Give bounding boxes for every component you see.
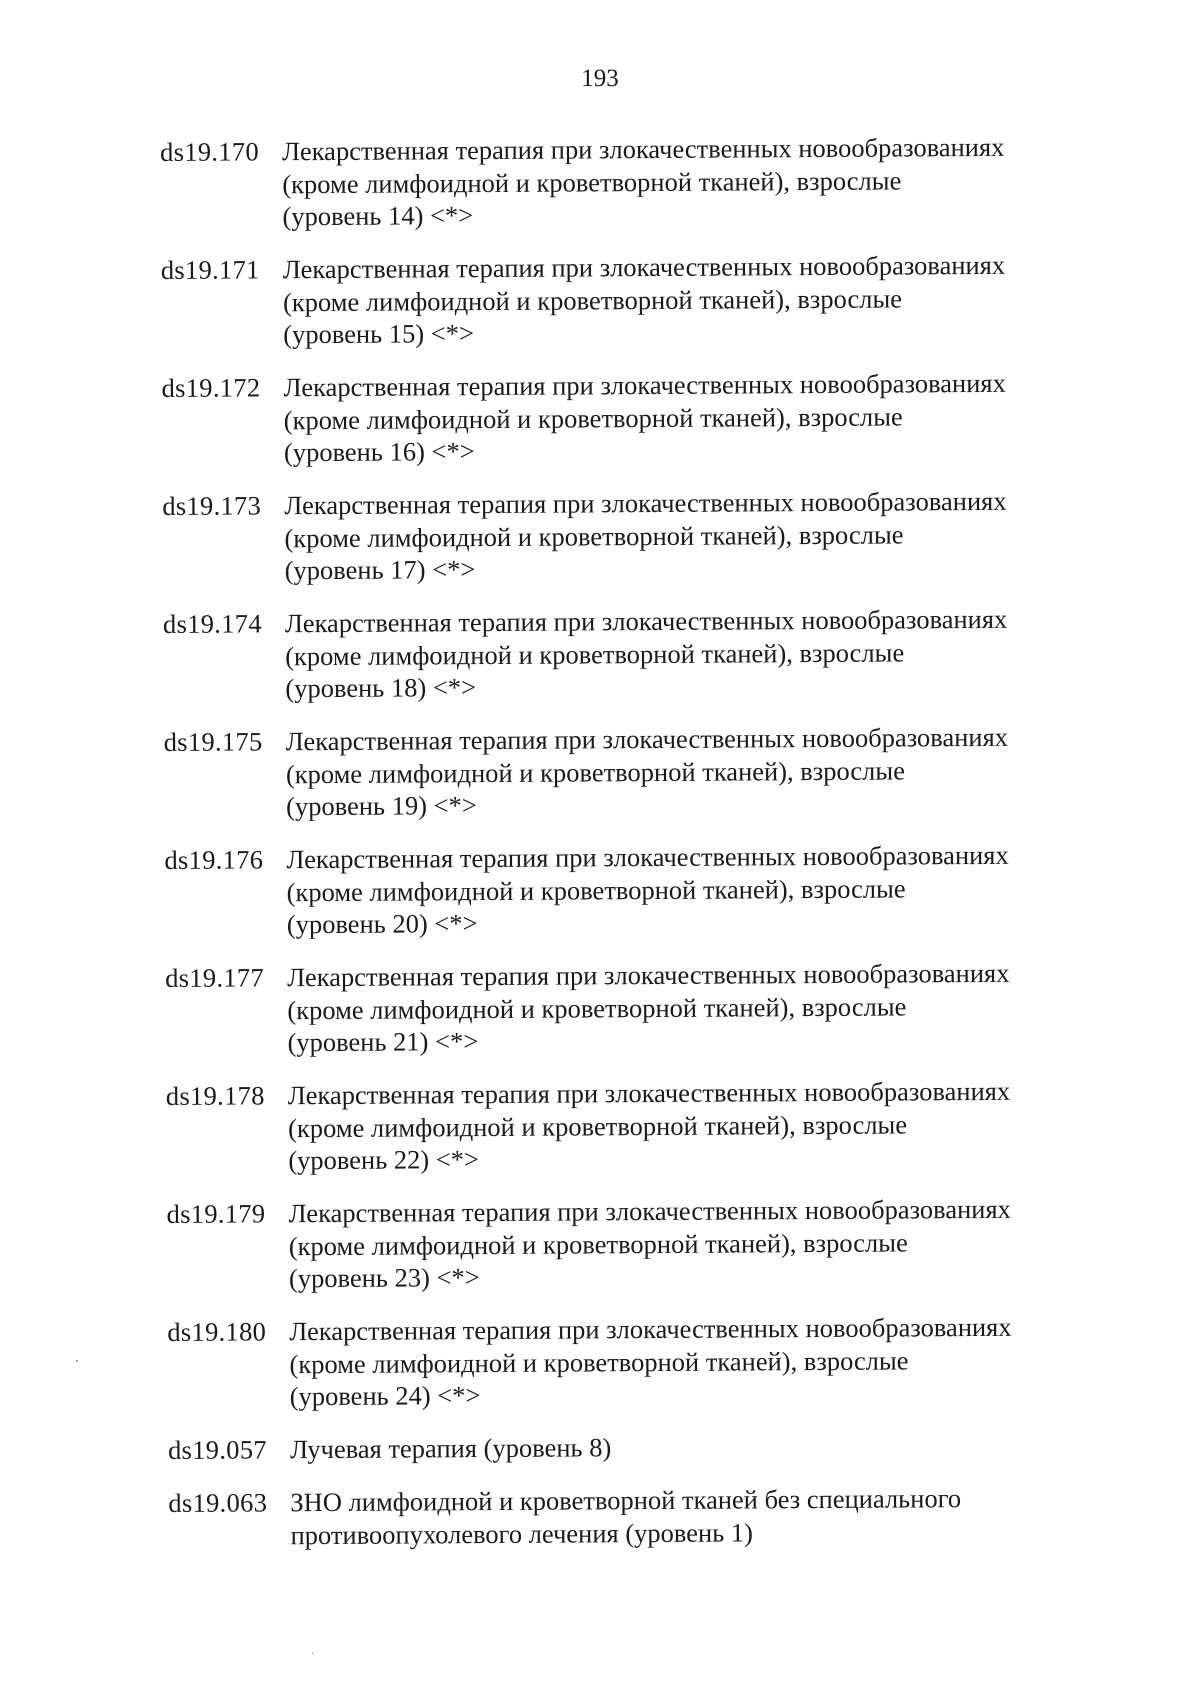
entry-description-line: противоопухолевого лечения (уровень 1) <box>290 1516 754 1550</box>
entry-description-line: Лекарственная терапия при злокачественных новообразованиях <box>284 603 1008 639</box>
entry-description-line: Лекарственная терапия при злокачественных новообразованиях <box>282 249 1006 285</box>
entry-ds19-173 <box>162 484 1123 608</box>
entry-description-line: (кроме лимфоидной и кроветворной тканей), взрослые <box>287 990 907 1025</box>
entry-description-line: Лекарственная терапия при злокачественных новообразованиях <box>289 1311 1012 1347</box>
entry-ds19-170 <box>160 130 1121 254</box>
entry-code: ds19.176 <box>164 844 264 875</box>
entry-description-line: Лекарственная терапия при злокачественных новообразованиях <box>282 131 1005 167</box>
entry-description <box>288 1192 1127 1315</box>
entry-ds19-063 <box>168 1481 1129 1605</box>
entry-description-line: ЗНО лимфоидной и кроветворной тканей без специального <box>290 1483 962 1518</box>
entry-code: ds19.174 <box>162 608 262 639</box>
entry-description-line: (кроме лимфоидной и кроветворной тканей), взрослые <box>287 1108 908 1143</box>
entry-description <box>288 1074 1127 1197</box>
entry-description <box>282 130 1121 253</box>
entry-description <box>286 720 1125 843</box>
entry-code: ds19.171 <box>160 254 260 285</box>
entry-code: ds19.063 <box>168 1487 268 1518</box>
entry-description-line: (кроме лимфоидной и кроветворной тканей), взрослые <box>289 1344 909 1379</box>
entry-code: ds19.177 <box>165 962 265 993</box>
entry-description-line: (кроме лимфоидной и кроветворной тканей), взрослые <box>286 872 906 907</box>
entry-description-line: (уровень 21) <*> <box>287 1026 479 1058</box>
entry-description-line: (уровень 20) <*> <box>286 908 478 940</box>
entry-description-line: (уровень 19) <*> <box>286 790 477 822</box>
entry-description-line: Лекарственная терапия при злокачественных новообразованиях <box>287 957 1010 993</box>
entry-description-line: Лекарственная терапия при злокачественных новообразованиях <box>287 1075 1011 1111</box>
entry-code: ds19.179 <box>166 1198 266 1229</box>
entry-list <box>160 130 1129 1605</box>
entry-code: ds19.180 <box>167 1316 267 1347</box>
entry-ds19-171 <box>161 248 1122 372</box>
entry-ds19-172 <box>161 366 1122 490</box>
entry-ds19-180 <box>167 1310 1128 1434</box>
entry-description <box>289 1310 1128 1433</box>
entry-description-line: Лекарственная терапия при злокачественных новообразованиях <box>286 839 1009 875</box>
entry-description-line: Лекарственная терапия при злокачественных новообразованиях <box>288 1193 1011 1229</box>
entry-description-line: (кроме лимфоидной и кроветворной тканей), взрослые <box>284 518 904 553</box>
entry-ds19-177 <box>165 956 1126 1080</box>
entry-code: ds19.057 <box>167 1434 267 1465</box>
entry-description-line: (уровень 16) <*> <box>283 436 475 468</box>
entry-description <box>286 838 1125 961</box>
entry-description-line: (кроме лимфоидной и кроветворной тканей), взрослые <box>282 164 902 199</box>
entry-code: ds19.178 <box>165 1080 265 1111</box>
entry-ds19-179 <box>166 1192 1127 1316</box>
entry-description-line: (уровень 18) <*> <box>285 672 477 704</box>
scan-speck <box>312 1652 313 1655</box>
entry-code: ds19.173 <box>162 490 262 521</box>
entry-ds19-057 <box>168 1428 1128 1487</box>
entry-ds19-178 <box>166 1074 1127 1198</box>
entry-description-line: (кроме лимфоидной и кроветворной тканей), взрослые <box>282 282 903 317</box>
entry-description <box>290 1481 1129 1604</box>
entry-description <box>285 602 1124 725</box>
entry-description <box>287 956 1126 1079</box>
scan-speck <box>76 1360 78 1362</box>
entry-description <box>283 366 1122 489</box>
entry-description-line: Лекарственная терапия при злокачественных новообразованиях <box>285 721 1009 757</box>
entry-description-line: (кроме лимфоидной и кроветворной тканей), взрослые <box>283 400 903 435</box>
entry-description-line: (кроме лимфоидной и кроветворной тканей), взрослые <box>285 754 905 789</box>
entry-code: ds19.170 <box>160 136 260 167</box>
entry-description-line: Лучевая терапия (уровень 8) <box>289 1432 612 1465</box>
entry-description <box>283 248 1122 371</box>
entry-description-line: Лекарственная терапия при злокачественных новообразованиях <box>284 485 1007 521</box>
entry-code: ds19.175 <box>163 726 263 757</box>
entry-ds19-175 <box>164 720 1125 844</box>
entry-description <box>284 484 1123 607</box>
entry-description-line: (уровень 14) <*> <box>282 200 474 232</box>
entry-code: ds19.172 <box>161 372 261 403</box>
entry-description-line: Лекарственная терапия при злокачественных новообразованиях <box>283 367 1006 403</box>
entry-description-line: (уровень 22) <*> <box>288 1144 480 1176</box>
entry-ds19-174 <box>163 602 1124 726</box>
entry-description-line: (уровень 24) <*> <box>289 1380 481 1412</box>
entry-description-line: (кроме лимфоидной и кроветворной тканей), взрослые <box>288 1226 908 1261</box>
page-number: 193 <box>581 65 619 92</box>
entry-ds19-176 <box>164 838 1125 962</box>
entry-description-line: (кроме лимфоидной и кроветворной тканей), взрослые <box>285 636 905 671</box>
entry-description-line: (уровень 17) <*> <box>284 554 476 586</box>
entry-description-line: (уровень 23) <*> <box>288 1262 480 1294</box>
entry-description <box>290 1428 1128 1486</box>
entry-description-line: (уровень 15) <*> <box>283 318 474 350</box>
